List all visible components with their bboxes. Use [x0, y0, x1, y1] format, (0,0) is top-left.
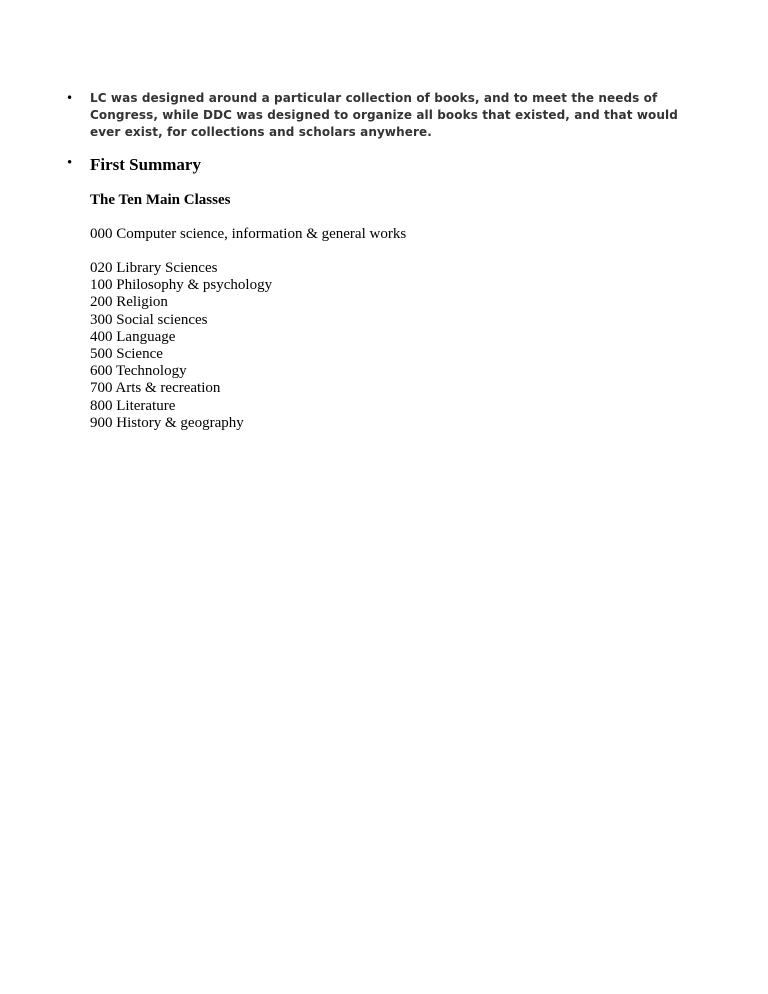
class-item: 020 Library Sciences — [90, 260, 218, 276]
class-item: 100 Philosophy & psychology — [90, 277, 273, 294]
class-item: 500 Science — [90, 346, 163, 363]
class-item: 700 Arts & recreation — [90, 380, 221, 397]
summary-heading: First Summary — [90, 155, 201, 174]
class-item-000: 000 Computer science, information & general works — [90, 226, 407, 242]
bullet-point: • — [67, 155, 73, 171]
class-item: 600 Technology — [90, 363, 187, 380]
class-item: 900 History & geography — [90, 414, 244, 431]
class-item: 800 Literature — [90, 397, 176, 414]
bullet-point: • — [66, 91, 74, 105]
summary-bullet-item — [62, 155, 702, 432]
main-classes-list — [90, 260, 702, 432]
class-item: 400 Language — [90, 328, 176, 345]
intro-bullet-item — [62, 90, 702, 141]
classes-subheading: The Ten Main Classes — [90, 192, 231, 208]
class-item: 200 Religion — [90, 294, 168, 311]
summary-block — [90, 155, 702, 432]
class-item: 300 Social sciences — [90, 311, 208, 328]
intro-paragraph: LC was designed around a particular collection of books, and to meet the needs of Congress, while DDC was designed to organize all books that existed, and that would ever exist, for collections and scholars anywhere. — [90, 91, 678, 139]
